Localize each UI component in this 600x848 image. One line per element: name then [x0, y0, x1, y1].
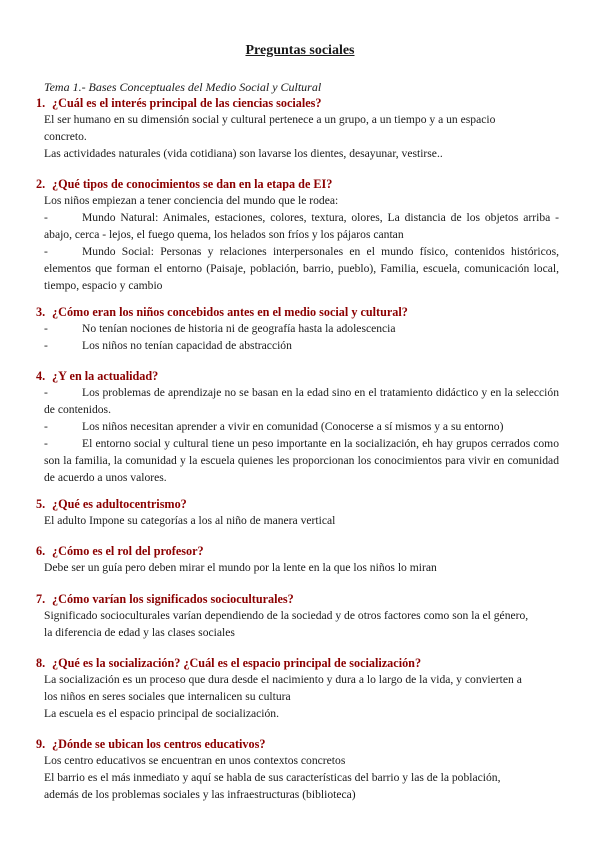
answer-line: concreto.	[44, 130, 87, 143]
bullet-item: - No tenían nociones de historia ni de geografía hasta la adolescencia	[44, 322, 396, 335]
question-6: 6. ¿Cómo es el rol del profesor?	[36, 544, 204, 558]
answer-line: La socialización es un proceso que dura desde el nacimiento y dura a lo largo de la vida, y convierten a	[44, 673, 522, 686]
answer-line: Debe ser un guía pero deben mirar el mundo por la lente en la que los niños lo miran	[44, 561, 437, 574]
question-4: 4. ¿Y en la actualidad?	[36, 369, 159, 383]
bullet-item: - Mundo Natural: Animales, estaciones, colores, textura, olores, La distancia de los objetos arriba - abajo, cerca - lejos, el fuego quema, los helados son fríos y los pájaros cantan	[44, 211, 559, 241]
question-8: 8. ¿Qué es la socialización? ¿Cuál es el espacio principal de socialización?	[36, 656, 422, 670]
answer-line: Significado socioculturales varían dependiendo de la sociedad y de otros factores como son la el género,	[44, 609, 529, 622]
bullet-item: - Los problemas de aprendizaje no se basan en la edad sino en el tratamiento didáctico y en la selección de contenidos.	[44, 386, 559, 416]
answer-line: Las actividades naturales (vida cotidiana) son lavarse los dientes, desayunar, vestirse..	[44, 147, 443, 160]
question-2: 2. ¿Qué tipos de conocimientos se dan en la etapa de EI?	[36, 177, 333, 191]
answer-line: El adulto Impone su categorías a los al niño de manera vertical	[44, 514, 336, 527]
answer-line: los niños en seres sociales que internalicen su cultura	[44, 690, 291, 703]
answer-line: además de los problemas sociales y las infraestructuras (biblioteca)	[44, 788, 356, 801]
answer-line: Los centro educativos se encuentran en unos contextos concretos	[44, 754, 346, 767]
bullet-item: - Los niños no tenían capacidad de abstracción	[44, 339, 292, 352]
question-3: 3. ¿Cómo eran los niños concebidos antes en el medio social y cultural?	[36, 305, 408, 319]
page-title: Preguntas sociales	[245, 43, 355, 58]
question-1: 1. ¿Cuál es el interés principal de las ciencias sociales?	[36, 96, 322, 110]
answer-line: El barrio es el más inmediato y aquí se habla de sus características del barrio y las de la población,	[44, 771, 501, 784]
bullet-item: - El entorno social y cultural tiene un peso importante en la socialización, eh hay grupos cerrados como son la familia, la comunidad y la escuela quienes les proporcionan los conocimientos para vivir en comunidad de acuerdo a unos valores.	[44, 437, 559, 484]
answer-intro: Los niños empiezan a tener conciencia del mundo que le rodea:	[44, 194, 339, 207]
question-7: 7. ¿Cómo varían los significados socioculturales?	[36, 592, 294, 606]
question-5: 5. ¿Qué es adultocentrismo?	[36, 497, 187, 511]
answer-line: la diferencia de edad y las clases sociales	[44, 626, 235, 639]
answer-line: El ser humano en su dimensión social y cultural pertenece a un grupo, a un tiempo y a un espacio	[44, 113, 496, 126]
topic-subtitle: Tema 1.- Bases Conceptuales del Medio Social y Cultural	[44, 80, 322, 94]
bullet-item: - Los niños necesitan aprender a vivir en comunidad (Conocerse a sí mismos y a su entorno)	[44, 420, 504, 433]
answer-line: La escuela es el espacio principal de socialización.	[44, 707, 279, 720]
question-9: 9. ¿Dónde se ubican los centros educativos?	[36, 737, 266, 751]
bullet-item: - Mundo Social: Personas y relaciones interpersonales en el mundo físico, contenidos históricos, elementos que forman el entorno (Paisaje, población, barrio, pueblo), Familia, escuela, comunicación local, tiempo, espacio y cambio	[44, 245, 559, 292]
